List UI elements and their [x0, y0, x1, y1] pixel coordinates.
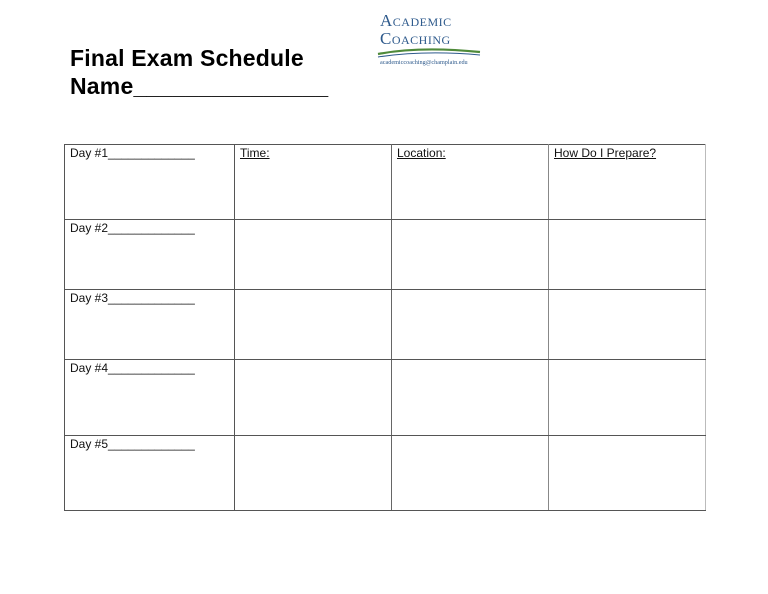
academic-coaching-logo [370, 8, 488, 68]
table-row [65, 145, 706, 220]
location-cell [392, 290, 549, 360]
location-header: Location: [397, 146, 446, 160]
time-header: Time: [240, 146, 270, 160]
location-cell [392, 220, 549, 290]
day-cell: Day #4_____________ [65, 360, 235, 436]
table-row [65, 220, 706, 290]
day-cell: Day #2_____________ [65, 220, 235, 290]
table-row [65, 290, 706, 360]
logo-swoosh-secondary-icon [378, 53, 480, 57]
prepare-cell [549, 290, 706, 360]
prepare-header-cell [549, 145, 706, 220]
prepare-cell [549, 220, 706, 290]
location-cell [392, 436, 549, 511]
name-field-line: Name_______________ [70, 73, 329, 99]
time-cell [235, 436, 392, 511]
logo-word-coaching: Coaching [380, 29, 451, 48]
document-title [70, 44, 328, 100]
title-heading: Final Exam Schedule [70, 45, 304, 71]
location-header-cell [392, 145, 549, 220]
logo-email: academiccoaching@champlain.edu [380, 59, 468, 66]
time-cell [235, 360, 392, 436]
logo-word-academic: Academic [380, 11, 452, 30]
time-cell [235, 290, 392, 360]
prepare-cell [549, 436, 706, 511]
time-header-cell [235, 145, 392, 220]
location-cell [392, 360, 549, 436]
day-cell: Day #1_____________ [65, 145, 235, 220]
exam-schedule-table [64, 144, 706, 511]
day-cell: Day #5_____________ [65, 436, 235, 511]
table-row [65, 436, 706, 511]
time-cell [235, 220, 392, 290]
prepare-header: How Do I Prepare? [554, 146, 657, 160]
prepare-cell [549, 360, 706, 436]
table-row [65, 360, 706, 436]
day-cell: Day #3_____________ [65, 290, 235, 360]
